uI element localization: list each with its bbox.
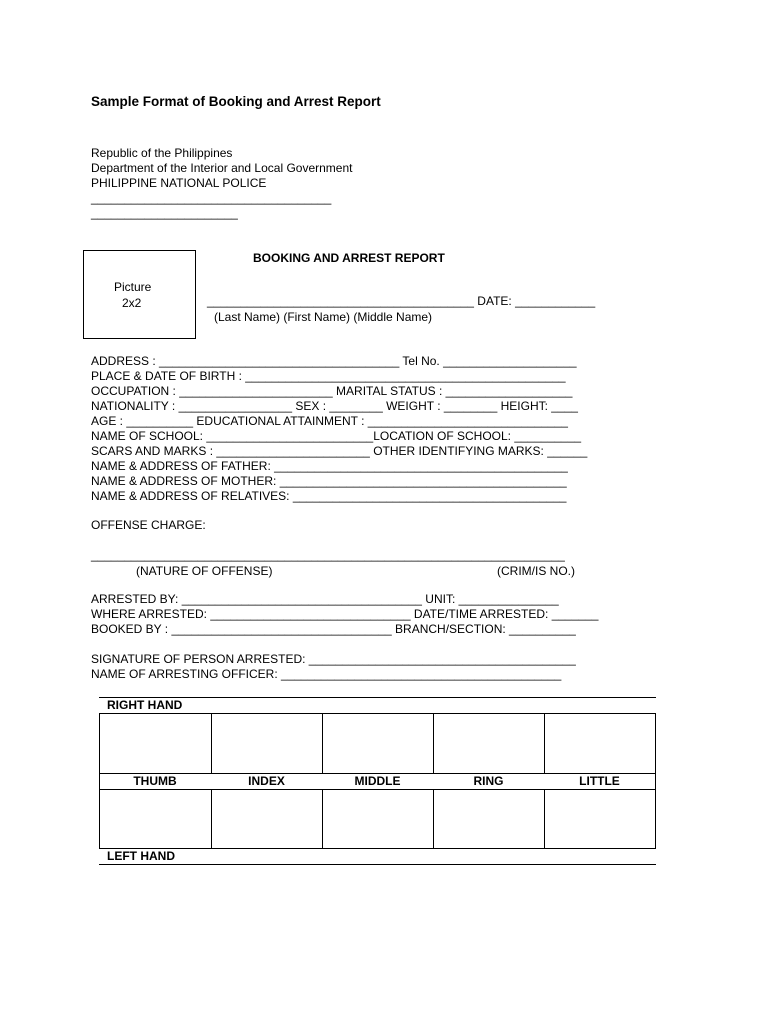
cell-border <box>655 713 656 773</box>
cell-border <box>433 789 434 848</box>
field-age[interactable]: AGE : __________ EDUCATIONAL ATTAINMENT : ______________________________ <box>91 414 568 428</box>
field-school[interactable]: NAME OF SCHOOL: _________________________LOCATION OF SCHOOL: __________ <box>91 429 582 443</box>
field-birth[interactable]: PLACE & DATE OF BIRTH : ________________________________________________ <box>91 369 566 383</box>
header-line-2: Department of the Interior and Local Government <box>91 161 353 175</box>
field-occupation[interactable]: OCCUPATION : _______________________ MARITAL STATUS : ___________________ <box>91 384 573 398</box>
photo-label-size: 2x2 <box>122 296 142 310</box>
nature-of-offense-label: (NATURE OF OFFENSE) <box>136 564 273 578</box>
field-scars[interactable]: SCARS AND MARKS : _______________________ OTHER IDENTIFYING MARKS: ______ <box>91 444 588 458</box>
finger-row-bottom <box>99 789 656 790</box>
crim-no-label: (CRIM/IS NO.) <box>497 564 575 578</box>
cell-border <box>99 789 100 848</box>
cell-border <box>655 789 656 848</box>
field-nationality[interactable]: NATIONALITY : _________________ SEX : ________ WEIGHT : ________ HEIGHT: ____ <box>91 399 578 413</box>
photo-label-picture: Picture <box>114 280 152 294</box>
left-hand-divider <box>99 848 656 849</box>
field-where-arrested[interactable]: WHERE ARRESTED: ______________________________ DATE/TIME ARRESTED: _______ <box>91 607 599 621</box>
cell-border <box>211 789 212 848</box>
cell-border <box>322 713 323 773</box>
document-title: Sample Format of Booking and Arrest Report <box>91 94 381 109</box>
cell-border <box>99 713 100 773</box>
header-line-1: Republic of the Philippines <box>91 146 233 160</box>
finger-label-index: INDEX <box>248 774 285 788</box>
field-mother[interactable]: NAME & ADDRESS OF MOTHER: ___________________________________________ <box>91 474 567 488</box>
cell-border <box>544 713 545 773</box>
field-signature[interactable]: SIGNATURE OF PERSON ARRESTED: ________________________________________ <box>91 652 576 666</box>
cell-border <box>544 789 545 848</box>
finger-label-ring: RING <box>473 774 504 788</box>
name-date-line[interactable]: ________________________________________ DATE: ____________ <box>207 294 596 308</box>
header-blank-2[interactable]: ______________________ <box>91 206 238 220</box>
right-hand-label: RIGHT HAND <box>107 698 183 712</box>
table-top-line <box>99 697 656 698</box>
name-sublabels: (Last Name) (First Name) (Middle Name) <box>214 310 433 324</box>
header-line-3: PHILIPPINE NATIONAL POLICE <box>91 176 267 190</box>
cell-border <box>433 713 434 773</box>
field-booked-by[interactable]: BOOKED BY : _________________________________ BRANCH/SECTION: __________ <box>91 622 576 636</box>
field-arresting-officer[interactable]: NAME OF ARRESTING OFFICER: __________________________________________ <box>91 667 562 681</box>
report-title: BOOKING AND ARREST REPORT <box>253 251 445 265</box>
label-row-border-right <box>655 773 656 789</box>
offense-label: OFFENSE CHARGE: <box>91 518 206 532</box>
cell-border <box>211 713 212 773</box>
photo-box <box>83 250 196 339</box>
table-bottom-line <box>99 864 656 865</box>
left-hand-label: LEFT HAND <box>107 849 175 863</box>
cell-border <box>322 789 323 848</box>
finger-label-little: LITTLE <box>579 774 620 788</box>
header-blank-1[interactable]: ____________________________________ <box>91 191 332 205</box>
label-row-border-left <box>99 773 100 789</box>
field-address[interactable]: ADDRESS : ____________________________________ Tel No. ____________________ <box>91 354 577 368</box>
right-hand-divider <box>99 713 656 714</box>
field-father[interactable]: NAME & ADDRESS OF FATHER: ____________________________________________ <box>91 459 568 473</box>
offense-blank[interactable]: _______________________________________________________________________ <box>91 548 565 562</box>
field-arrested-by[interactable]: ARRESTED BY: ____________________________________ UNIT: _______________ <box>91 592 559 606</box>
finger-label-middle: MIDDLE <box>354 774 401 788</box>
field-relatives[interactable]: NAME & ADDRESS OF RELATIVES: _________________________________________ <box>91 489 567 503</box>
finger-label-thumb: THUMB <box>133 774 177 788</box>
